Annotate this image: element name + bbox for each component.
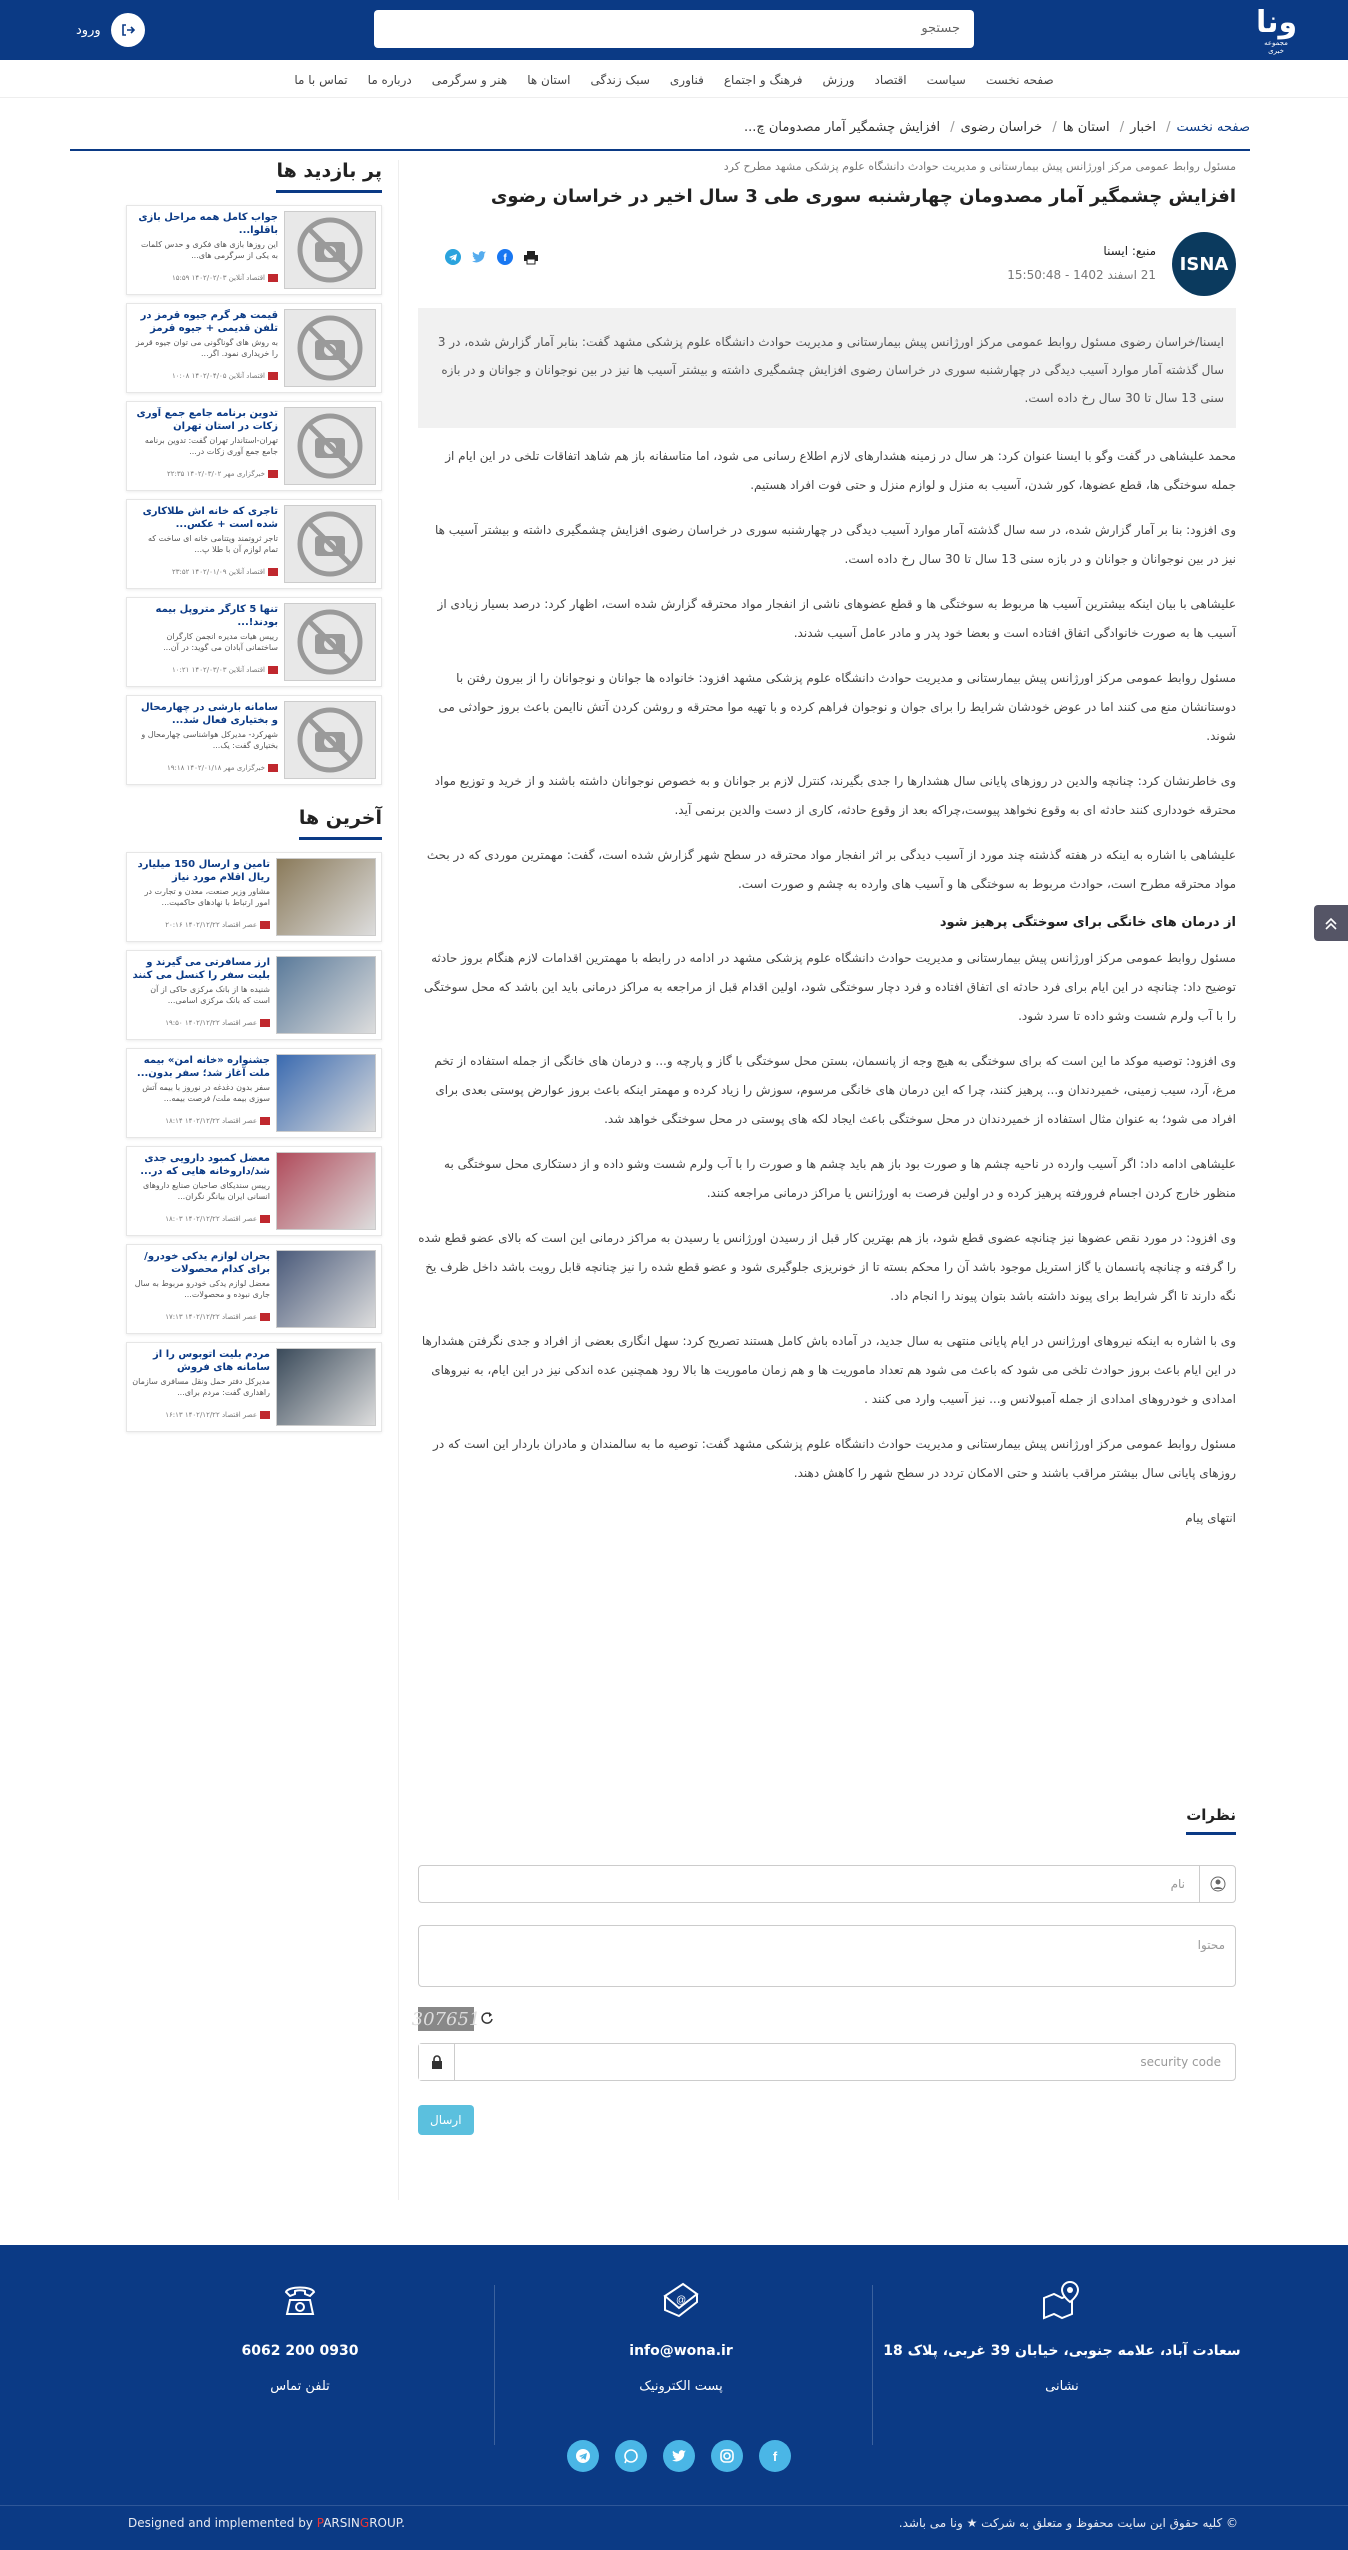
footer-divider-line: [0, 2505, 1348, 2506]
source-badge-icon: [268, 274, 278, 282]
logo-subtitle: مجموعه خبری: [1264, 39, 1288, 55]
designer-text: Designed and implemented by: [128, 2516, 313, 2530]
instagram-icon[interactable]: [711, 2440, 743, 2472]
latest-card[interactable]: [126, 1048, 382, 1138]
logo-mark: ونا: [1256, 5, 1298, 40]
card-desc: این روزها بازی های فکری و حدس کلمات به یکی از سرگرمی های...: [140, 240, 278, 260]
card-text: [132, 505, 278, 583]
article-end: انتهای پیام: [1185, 1511, 1236, 1525]
card-meta: [132, 1019, 270, 1027]
source-badge-icon: [260, 1117, 270, 1125]
news-thumbnail[interactable]: [276, 1152, 376, 1230]
latest-card[interactable]: [126, 1342, 382, 1432]
phone-icon: [110, 2275, 490, 2325]
content-field[interactable]: [418, 1925, 1236, 1987]
telegram-icon[interactable]: [567, 2440, 599, 2472]
footer-phone: [110, 2275, 490, 2394]
card-title[interactable]: تنها 5 کارگر متروپل بیمه بودند!...: [155, 604, 278, 628]
card-meta: [132, 921, 270, 929]
phone-label: تلفن تماس: [270, 2379, 330, 2394]
nav-item[interactable]: سیاست: [926, 73, 966, 87]
card-title[interactable]: مردم بلیت اتوبوس را از سامانه های فروش: [153, 1349, 270, 1373]
card-desc: شهرکرد- مدیرکل هواشناسی چهارمحال و بختیاری گفت: یک...: [141, 730, 278, 750]
card-title[interactable]: بحران لوازم یدکی خودرو/ برای کدام محصولات: [144, 1251, 270, 1275]
svg-text:f: f: [772, 2449, 778, 2464]
card-desc: به روش های گوناگونی می توان جیوه قرمز را خریداری نمود. اگر...: [135, 338, 278, 358]
lock-icon: [419, 2044, 455, 2080]
card-text: [132, 309, 278, 387]
card-meta: [132, 666, 278, 674]
social-links: [567, 2440, 791, 2472]
source-badge-icon: [268, 568, 278, 576]
card-title[interactable]: جشنواره «خانه امن» بیمه ملت آغاز شد؛ سفر بدون...: [136, 1055, 270, 1079]
svg-text:f: f: [503, 253, 507, 264]
nav-item[interactable]: استان ها: [527, 73, 571, 87]
no-image-icon[interactable]: [284, 701, 376, 779]
popular-card[interactable]: [126, 499, 382, 589]
card-text: [132, 1348, 270, 1426]
card-source: عصر اقتصاد: [221, 1313, 257, 1321]
news-thumbnail[interactable]: [276, 1250, 376, 1328]
card-desc: رییس هیات مدیره انجمن کارگران ساختمانی آبادان می گوید: در آن...: [163, 632, 278, 652]
card-time: ۱۴۰۲/۰۲/۰۳ ۱۵:۵۹: [172, 274, 227, 282]
card-desc: تاجر ثروتمند ویتنامی خانه ای ساخت که تمام لوازم آن با طلا پ...: [148, 534, 278, 554]
popular-card[interactable]: [126, 401, 382, 491]
latest-list: [126, 852, 382, 1432]
nav-item[interactable]: فناوری: [669, 73, 704, 87]
security-code-field[interactable]: [418, 2043, 1236, 2081]
paragraph: علیشاهی با بیان اینکه بیشترین آسیب ها مربوط به سوختگی ها و قطع عضوهای ناشی از انفجار مواد محترقه گزارش شده است، اظهار کرد: درصد بسیار زیادی از آسیب ها به صورت خانوادگی اتفاق افتاده است و بعضا خود پدر و مادر عامل آسیب شدند.: [437, 597, 1236, 640]
card-meta: [132, 764, 278, 772]
card-source: اقتصاد آنلاین: [228, 666, 265, 674]
user-icon: [1199, 1866, 1235, 1902]
paragraph: مسئول روابط عمومی مرکز اورژانس پیش بیمارستانی و مدیریت حوادث دانشگاه علوم پزشکی مشهد گفت: توصیه ما به سالمندان و مادران باردار این است که در روزهای پایانی سال بیشتر مراقب باشند و حتی الامکان تردد در سطح شهر را کاهش دهند.: [433, 1437, 1236, 1480]
map-icon: [872, 2275, 1252, 2325]
card-title[interactable]: جواب کامل همه مراحل بازی باقلوا...: [138, 212, 278, 236]
content-placeholder: محتوا: [1197, 1938, 1225, 1952]
card-source: خبرگزاری مهر: [223, 470, 265, 478]
source-badge-icon: [260, 921, 270, 929]
article-lead: مسئول روابط عمومی مرکز اورژانس پیش بیمارستانی و مدیریت حوادث دانشگاه علوم پزشکی مشهد مطرح کرد: [723, 160, 1236, 173]
popular-card[interactable]: [126, 205, 382, 295]
login-icon: [111, 13, 145, 47]
card-desc: شنیده ها از بانک مرکزی حاکی از آن است که بانک مرکزی اسامی...: [150, 985, 270, 1005]
card-title[interactable]: تدوین برنامه جامع جمع آوری زکات در استان تهران: [136, 408, 278, 432]
card-meta: [132, 568, 278, 576]
card-time: ۱۴۰۲/۱۲/۲۲ ۱۷:۱۳: [165, 1313, 220, 1321]
card-text: [132, 407, 278, 485]
source-badge-icon: [260, 1019, 270, 1027]
telegram-icon[interactable]: [444, 248, 462, 266]
paragraph: مسئول روابط عمومی مرکز اورژانس پیش بیمارستانی و مدیریت حوادث دانشگاه علوم پزشکی مشهد در ادامه در رابطه با مهمترین اقدامات لازم هنگام بروز حادثه توضیح داد: چنانچه در این ایام برای فرد حادثه ای اتفاق افتاده و فرد دچار سوختگی شود، اولین اقدام قبل از مراجعه به مراکز درمانی باید این باشد که محل سوختگی را با آب ولرم شست وشو داده تا سرد شود.: [423, 951, 1236, 1023]
breadcrumb-current: افزایش چشمگیر آمار مصدومان چ...: [743, 120, 941, 135]
address-label: نشانی: [1045, 2379, 1079, 2394]
article-title: افزایش چشمگیر آمار مصدومان چهارشنبه سوری طی 3 سال اخیر در خراسان رضوی: [490, 186, 1236, 207]
comments-section: [411, 1805, 1236, 2135]
popular-heading: پر بازدید ها: [276, 160, 382, 193]
security-placeholder: security code: [1140, 2055, 1221, 2069]
news-thumbnail[interactable]: [276, 1054, 376, 1132]
column-divider: [398, 160, 399, 2200]
card-title[interactable]: قیمت هر گرم جیوه قرمز در تلفن قدیمی + جیوه قرمز: [140, 310, 278, 334]
card-title[interactable]: معضل کمبود دارویی جدی شد/داروخانه هایی که در...: [140, 1153, 270, 1177]
designer-name: ARSIN: [323, 2516, 360, 2530]
svg-text:@: @: [676, 2295, 687, 2306]
source-badge-icon: [260, 1411, 270, 1419]
no-image-icon[interactable]: [284, 407, 376, 485]
latest-card[interactable]: [126, 1146, 382, 1236]
card-source: اقتصاد آنلاین: [228, 568, 265, 576]
site-logo[interactable]: [1256, 5, 1298, 55]
whatsapp-icon[interactable]: [615, 2440, 647, 2472]
search-input[interactable]: جستجو: [374, 10, 974, 48]
email-label: پست الکترونیک: [639, 2379, 723, 2394]
paragraph: وی افزود: در مورد نقص عضوها نیز چنانچه عضوی قطع شود، باز هم بهترین کار قبل از رسیدن اورژانس یا رسیدن به مراکز درمانی این است که بالای عضو قطع شده را گرفته و چنانچه پانسمان یا گاز استریل موجود باشد آن را محکم بسته تا از خونریزی جلوگیری شود و عضو قطع شده را نیز چنانچه قابل رویت باشد داخل ظرف یخ نگه دارند تا اگر شرایط برای پیوند داشته باشد بتوان پیوند را انجام داد.: [418, 1231, 1236, 1303]
source-badge-icon: [268, 666, 278, 674]
phone-value[interactable]: 0930 200 6062: [241, 2343, 359, 2359]
source-badge-icon: [260, 1215, 270, 1223]
share-bar: [418, 248, 540, 266]
captcha-image: 307651: [411, 2008, 481, 2030]
news-thumbnail[interactable]: [276, 956, 376, 1034]
breadcrumb-link[interactable]: صفحه نخست: [1176, 120, 1250, 135]
card-text: [132, 211, 278, 289]
card-meta: [132, 274, 278, 282]
card-meta: [132, 1411, 270, 1419]
paragraph: مسئول روابط عمومی مرکز اورژانس پیش بیمارستانی و مدیریت حوادث دانشگاه علوم پزشکی مشهد افزود: خانواده ها جوانان و نوجوانان را از بیرون رفتن با دوستانشان منع می کنند اما در عوض خودشان شرایط را برای جوان و نوجوان فراهم کرده و با تهیه موا محترقه و روشن کردن آتش ناایمن باعث بروز حوادثی می شوند.: [438, 671, 1236, 743]
card-source: اقتصاد آنلاین: [228, 372, 265, 380]
nav-item[interactable]: درباره ما: [367, 73, 412, 87]
designer-letter: G: [359, 2516, 370, 2530]
latest-card[interactable]: [126, 852, 382, 942]
card-time: ۱۴۰۲/۰۳/۰۳ ۱۰:۲۱: [172, 666, 227, 674]
comments-heading: نظرات: [1186, 1806, 1236, 1835]
main-nav: [0, 62, 1348, 98]
source-badge-icon: [268, 470, 278, 478]
twitter-icon[interactable]: [470, 248, 488, 266]
card-title[interactable]: سامانه بارشی در چهارمحال و بختیاری فعال شد...: [140, 702, 278, 726]
card-text: [132, 1054, 270, 1132]
card-desc: تهران-استاندار تهران گفت: تدوین برنامه جامع جمع آوری زکات در...: [144, 436, 278, 456]
card-title[interactable]: تامین و ارسال 150 میلیارد ریال اقلام مورد نیاز: [137, 859, 270, 883]
google-plus-icon[interactable]: [418, 248, 436, 266]
breadcrumb: صفحه نخست/ اخبار/ استان ها/ خراسان رضوی/ افزایش چشمگیر آمار مصدومان چ...: [70, 120, 1250, 151]
login-button[interactable]: [76, 12, 145, 48]
card-source: عصر اقتصاد: [221, 1117, 257, 1125]
breadcrumb-link[interactable]: اخبار: [1130, 120, 1156, 135]
nav-item[interactable]: تماس با ما: [294, 73, 348, 87]
popular-card[interactable]: [126, 597, 382, 687]
chevron-up-icon: [1323, 915, 1339, 931]
card-time: ۱۴۰۲/۰۳/۰۲ ۲۲:۳۵: [166, 470, 222, 478]
card-desc: رییس سندیکای صاحبان صنایع داروهای انسانی ایران بیانگر نگران...: [143, 1181, 270, 1201]
footer-email: [491, 2275, 871, 2394]
nav-item[interactable]: اقتصاد: [874, 73, 907, 87]
card-text: [132, 701, 278, 779]
paragraph: وی افزود: بنا بر آمار گزارش شده، در سه سال گذشته آمار موارد آسیب دیدگی در چهارشنبه سوری در خراسان رضوی افزایش چشمگیری داشته و بیشتر آسیب ها نیز در بین نوجوانان و جوانان و در بازه سنی 13 سال تا 30 سال رخ داده است.: [434, 523, 1236, 566]
paragraph: محمد علیشاهی در گفت وگو با ایسنا عنوان کرد: هر سال در زمینه هشدارهای لازم اطلاع رسانی می شود، اما متاسفانه باز هم شاهد اتفاقات تلخی در این ایام از جمله سوختگی ها، قطع عضوها، کور شدن، آسیب به منزل و لوازم منزل و حتی فوت افراد هستیم.: [445, 449, 1236, 492]
card-source: اقتصاد آنلاین: [228, 274, 265, 282]
card-time: ۱۴۰۲/۱۲/۲۲ ۱۸:۰۳: [165, 1215, 220, 1223]
popular-card[interactable]: [126, 695, 382, 785]
source-logo[interactable]: ISNA: [1172, 232, 1236, 296]
card-meta: [132, 470, 278, 478]
card-desc: مشاور وزیر صنعت، معدن و تجارت در امور ارتباط با نهادهای حاکمیت...: [144, 887, 270, 907]
print-icon[interactable]: [522, 248, 540, 266]
card-time: ۱۴۰۲/۰۱/۰۹ ۲۳:۵۲: [172, 568, 227, 576]
email-icon: [491, 2275, 871, 2325]
card-desc: مدیرکل دفتر حمل ونقل مسافری سازمان راهداری گفت: مردم برای...: [132, 1377, 270, 1397]
card-source: عصر اقتصاد: [221, 1215, 257, 1223]
paragraph: وی با اشاره به اینکه نیروهای اورژانس در ایام پایانی منتهی به سال جدید، در آماده باش کامل هستند تصریح کرد: سهل انگاری بعضی از افراد و جدی نگرفتن هشدارها در این ایام باعث بروز حوادث تلخی می شود که باعث می شود هم تعداد ماموریت ها و هم زمان ماموریت ها بالا رود همچنین عده اندکی نیز در این ایام، به نیروهای امدادی و خودروهای امدادی از جمله آمبولانس و... نیز آسیب وارد می کنند .: [421, 1334, 1236, 1406]
email-value[interactable]: info@wona.ir: [629, 2343, 733, 2359]
card-title[interactable]: تاجری که خانه اش طلاکاری شده است + عکس...: [142, 506, 278, 530]
news-thumbnail[interactable]: [276, 858, 376, 936]
footer-address: [872, 2275, 1252, 2394]
article-source: منبع: ایسنا: [1103, 244, 1156, 258]
facebook-icon[interactable]: [496, 248, 514, 266]
card-title[interactable]: ارز مسافرتی می گیرند و بلیت سفر را کنسل می کنند: [132, 957, 270, 981]
card-text: [132, 603, 278, 681]
sidebar: [126, 160, 382, 1440]
card-meta: [132, 1215, 270, 1223]
no-image-icon[interactable]: [284, 505, 376, 583]
card-time: ۱۴۰۲/۰۱/۱۸ ۱۹:۱۸: [166, 764, 222, 772]
latest-card[interactable]: [126, 1244, 382, 1334]
designer-suffix: ROUP.: [369, 2516, 405, 2530]
paragraph: علیشاهی ادامه داد: اگر آسیب وارده در ناحیه چشم ها و صورت بود باز هم باید چشم ها و صورت را با آب ولرم شست وشو داده و از دستکاری محل سوختگی به منظور خارج کردن اجسام فرورفته پرهیز کرده و در اولین فرصت به اورژانس یا مراکز درمانی مراجعه کنند.: [444, 1157, 1236, 1200]
designer-letter: P: [316, 2516, 324, 2530]
card-meta: [132, 372, 278, 380]
card-text: [132, 858, 270, 936]
paragraph: وی خاطرنشان کرد: چنانچه والدین در روزهای پایانی سال هشدارها را جدی بگیرند، کنترل لازم بر جوانان و به خصوص نوجوانان داشته باشند و از خرید و توزیع مواد محترقه خودداری کنند حادثه ای به وقوع نخواهد پیوست،چراکه بعد از وقوع حادثه، کاری از دست والدین برنمی آید.: [434, 774, 1236, 817]
scroll-top-button[interactable]: [1314, 905, 1348, 941]
card-time: ۱۴۰۲/۱۲/۲۲ ۱۹:۵۰: [165, 1019, 220, 1027]
news-thumbnail[interactable]: [276, 1348, 376, 1426]
card-text: [132, 1250, 270, 1328]
card-meta: [132, 1117, 270, 1125]
popular-list: [126, 205, 382, 785]
card-time: ۱۴۰۲/۰۴/۰۵ ۱۰:۰۸: [172, 372, 227, 380]
latest-card[interactable]: [126, 950, 382, 1040]
name-field[interactable]: [418, 1865, 1236, 1903]
nav-item[interactable]: فرهنگ و اجتماع: [723, 73, 803, 87]
nav-item[interactable]: ورزش: [822, 73, 855, 87]
card-source: خبرگزاری مهر: [223, 764, 265, 772]
source-badge-icon: [260, 1313, 270, 1321]
card-meta: [132, 1313, 270, 1321]
card-text: [132, 956, 270, 1034]
source-badge-icon: [268, 372, 278, 380]
article-body: [418, 442, 1236, 1549]
no-image-icon[interactable]: [284, 211, 376, 289]
article-subheading: از درمان های خانگی برای سوختگی پرهیز شود: [939, 915, 1236, 930]
footer: [0, 2245, 1348, 2550]
popular-card[interactable]: [126, 303, 382, 393]
send-button[interactable]: ارسال: [418, 2105, 474, 2135]
copyright: © کلیه حقوق این سایت محفوظ و متعلق به شرکت ★ ونا می باشد.: [898, 2516, 1238, 2530]
login-label: ورود: [76, 22, 101, 38]
designer-credit[interactable]: [128, 2516, 405, 2530]
card-time: ۱۴۰۲/۱۲/۲۲ ۱۸:۱۴: [165, 1117, 220, 1125]
nav-item[interactable]: هنر و سرگرمی: [431, 73, 508, 87]
card-desc: معضل لوازم یدکی خودرو مربوط به سال جاری نبوده و محصولات...: [134, 1279, 270, 1299]
source-badge-icon: [268, 764, 278, 772]
card-source: عصر اقتصاد: [221, 1019, 257, 1027]
article: [411, 160, 1236, 2127]
card-text: [132, 1152, 270, 1230]
card-source: عصر اقتصاد: [221, 1411, 257, 1419]
article-date: 21 اسفند 1402 - 15:50:48: [1007, 268, 1156, 282]
paragraph: علیشاهی با اشاره به اینکه در هفته گذشته چند مورد از آسیب دیدگی بر اثر انفجار مواد محترقه در سطح شهر گزارش شده است، گفت: مهمترین موردی که در بحث مواد محترقه مطرح است، حوادث مربوط به سوختگی ها و آسیب های وارده به چشم و صورت است.: [426, 848, 1236, 891]
facebook-icon[interactable]: [759, 2440, 791, 2472]
latest-heading: آخرین ها: [299, 807, 382, 840]
nav-item[interactable]: سبک زندگی: [590, 73, 650, 87]
top-bar: [0, 0, 1348, 60]
paragraph: وی افزود: توصیه موکد ما این است که برای سوختگی به هیچ وجه از پانسمان، بستن محل سوختگی با گاز و پارچه و... و درمان های خانگی از جمله استفاده از تخم مرغ، آرد، سیب زمینی، خمیردندان و... پرهیز کنند، چرا که این درمان های خانگی مرسوم، سوزش را زیاد کرده و مهمتر اینکه باعث بروز عوارض پوستی بعدی برای افراد می شود؛ به عنوان مثال استفاده از خمیردندان در محل سوختگی باعث ایجاد لکه های پوستی در محل سوختگی خواهد شد.: [434, 1054, 1236, 1126]
breadcrumb-link[interactable]: استان ها: [1062, 120, 1110, 135]
article-summary: ایسنا/خراسان رضوی مسئول روابط عمومی مرکز اورژانس پیش بیمارستانی و مدیریت حوادث دانشگاه علوم پزشکی مشهد گفت: بنابر آمار گزارش شده، در 3 سال گذشته آمار موارد آسیب دیدگی در چهارشنبه سوری در خراسان رضوی افزایش چشمگیری داشته و بیشتر آسیب ها نیز در بین نوجوانان و جوانان و در بازه سنی 13 سال تا 30 سال رخ داده است.: [418, 308, 1236, 428]
card-desc: سفر بدون دغدغه در نوروز با بیمه آتش سوزی بیمه ملت/ فرصت بیمه...: [142, 1083, 270, 1103]
address-value: سعادت آباد، علامه جنوبی، خیابان 39 غربی، پلاک 18: [883, 2343, 1241, 2359]
refresh-icon[interactable]: [480, 2010, 494, 2029]
twitter-icon[interactable]: [663, 2440, 695, 2472]
no-image-icon[interactable]: [284, 309, 376, 387]
name-placeholder: نام: [1170, 1877, 1185, 1891]
card-time: ۱۴۰۲/۱۲/۲۲ ۲۰:۱۶: [165, 921, 220, 929]
card-source: عصر اقتصاد: [221, 921, 257, 929]
nav-item[interactable]: صفحه نخست: [985, 73, 1054, 87]
no-image-icon[interactable]: [284, 603, 376, 681]
breadcrumb-link[interactable]: خراسان رضوی: [960, 120, 1043, 135]
card-time: ۱۴۰۲/۱۲/۲۲ ۱۶:۱۳: [165, 1411, 220, 1419]
captcha-row: [411, 2007, 1236, 2031]
